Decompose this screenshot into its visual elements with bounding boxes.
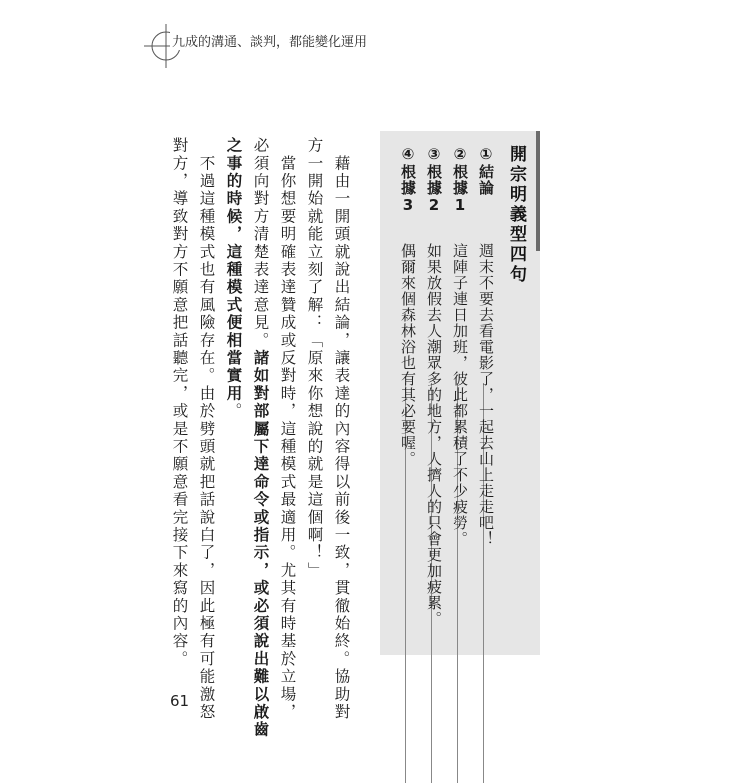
body-text: 。 [224, 402, 243, 421]
page-number: 61 [170, 692, 190, 710]
body-line-mixed [252, 137, 268, 739]
body-line: 對方，導致對方不願意把話聽完，或是不願意看完接下來寫的內容。 [170, 137, 189, 668]
body-text: 必須向對方清楚表達意見。 [251, 137, 270, 350]
body-line: 藉由一開頭就說出結論，讓表達的內容得以前後一致，貫徹始終。協助對 [332, 137, 351, 722]
example-box [380, 131, 540, 655]
body-line: 不過這種模式也有風險存在。由於劈頭就把話說白了，因此極有可能激怒 [197, 137, 216, 722]
body-emphasis: 之事的時候，這種模式便相當實用 [224, 137, 243, 403]
entry-label-reason-2: ③根據2 [425, 145, 443, 215]
box-title: 開宗明義型四句 [506, 145, 526, 285]
body-line-mixed [225, 137, 241, 420]
entry-text-reason-3: 偶爾來個森林浴也有其必要喔。 [399, 243, 417, 467]
header-title: 九成的溝通、談判，都能變化運用 [170, 31, 369, 50]
entry-text-reason-2: 如果放假去人潮眾多的地方，人擠人的只會更加疲累。 [425, 243, 443, 627]
entry-text-conclusion: 週末不要去看電影了，一起去山上走走吧！ [477, 243, 495, 547]
body-emphasis: 諸如對部屬下達命令或指示，或必須說出難以啟齒 [251, 349, 270, 739]
body-line: 方一開始就能立刻了解：「原來你想說的就是這個啊！」 [305, 137, 324, 580]
entry-label-conclusion: ①結論 [477, 145, 495, 196]
entry-text-reason-1: 這陣子連日加班，彼此都累積了不少疲勞。 [451, 243, 469, 547]
entry-label-reason-1: ②根據1 [451, 145, 469, 215]
running-header [142, 22, 402, 70]
entry-label-reason-3: ④根據3 [399, 145, 417, 215]
box-accent-bar [536, 131, 540, 251]
body-line: 當你想要明確表達贊成或反對時，這種模式最適用。尤其有時基於立場， [278, 137, 297, 722]
